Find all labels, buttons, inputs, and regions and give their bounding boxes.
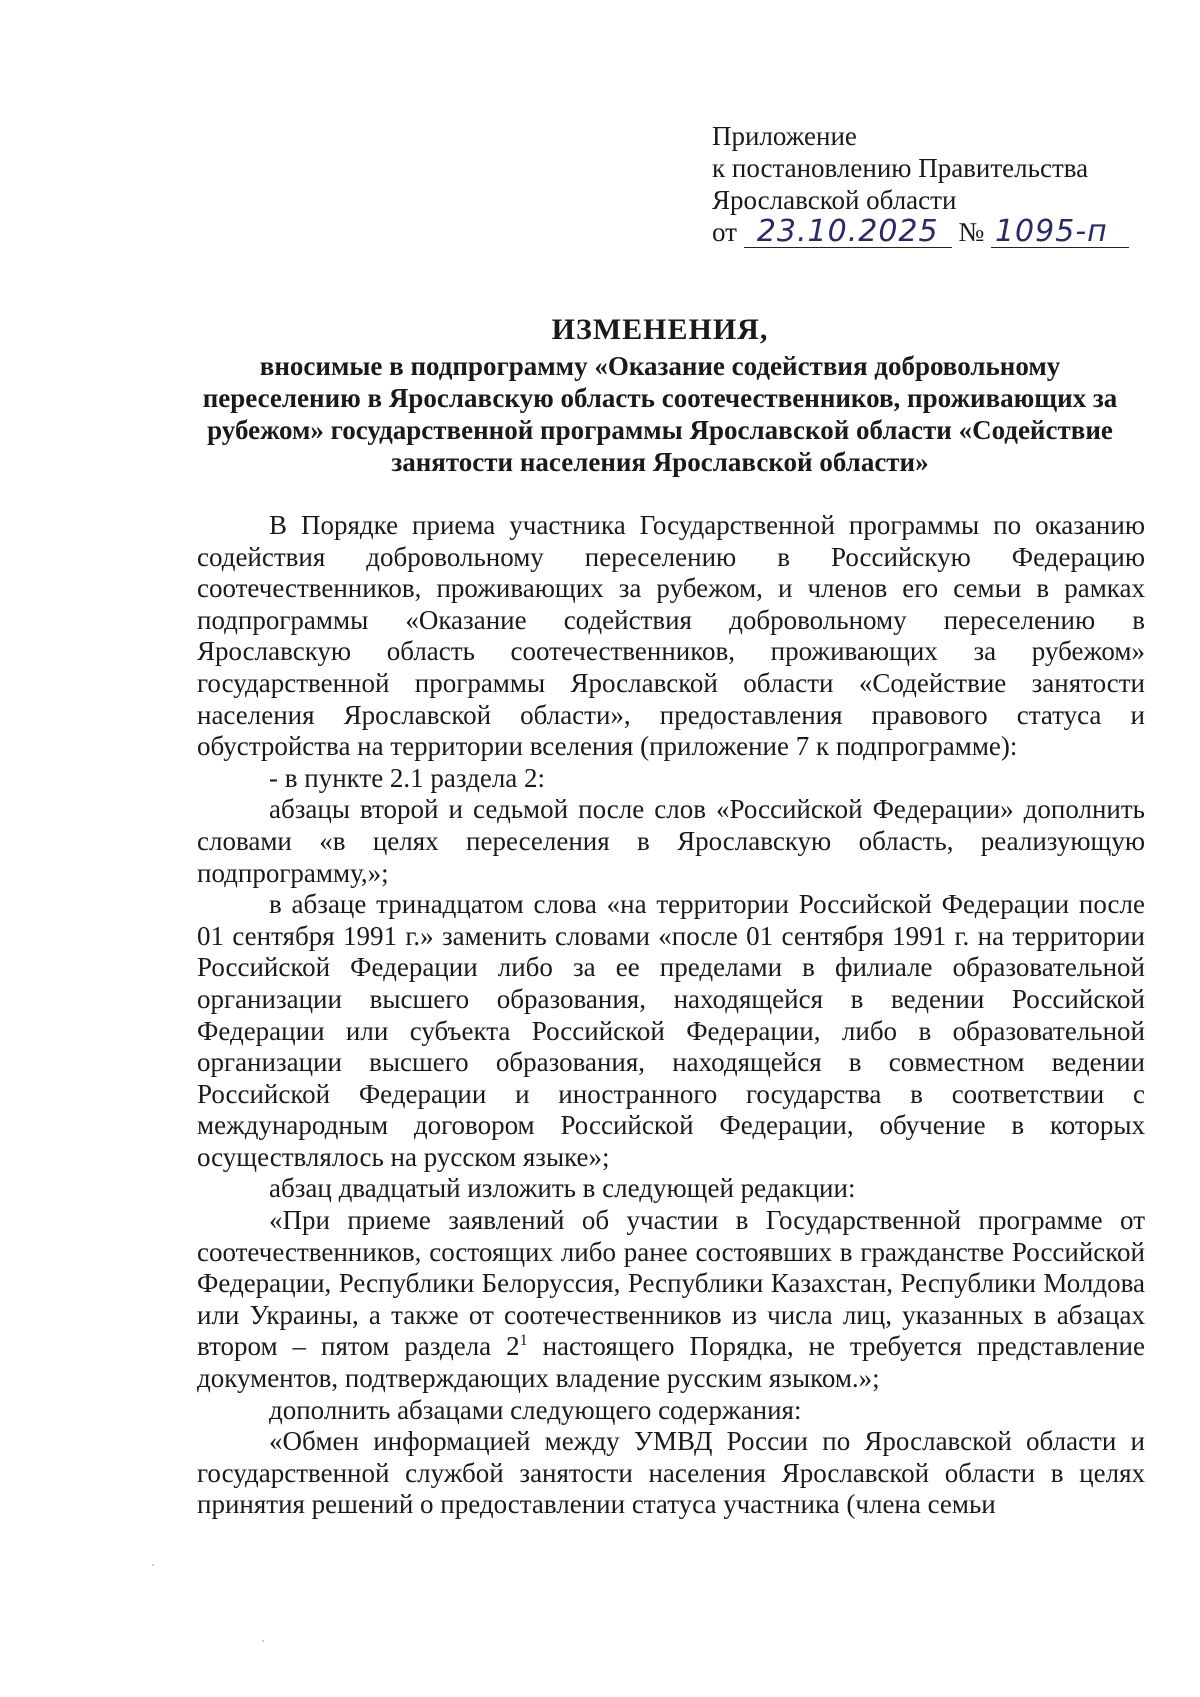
document-subtitle: вносимые в подпрограмму «Оказание содействия добровольному переселению в Ярославскую область соотечественников, проживающих за рубежом» государственной программы Ярославской области «Содействие занятости населения Ярославской области»: [202, 351, 1118, 477]
handwritten-date: 23.10.2025: [744, 217, 952, 248]
appendix-label: Приложение: [712, 121, 857, 151]
paragraph-6: [197, 1205, 1145, 1395]
paragraph-2: - в пункте 2.1 раздела 2:: [269, 762, 546, 793]
superscript-1: 1: [519, 1332, 528, 1350]
appendix-resolution-ref: к постановлению Правительства: [712, 153, 1089, 183]
appendix-header: [712, 120, 1129, 248]
handwritten-number: 1095-п: [991, 217, 1129, 248]
number-sign: №: [958, 217, 985, 247]
paragraph-3: абзацы второй и седьмой после слов «Российской Федерации» дополнить словами «в целях переселения в Ярославскую область, реализующую подпрограмму,»;: [197, 794, 1145, 888]
date-prefix: от: [712, 217, 737, 247]
appendix-region: Ярославской области: [712, 185, 957, 215]
paragraph-4: в абзаце тринадцатом слова «на территории Российской Федерации после 01 сентября 1991 г.» заменить словами «после 01 сентября 1991 г. на территории Российской Федерации либо за ее пределами в филиале образовательной организации высшего образования, находящейся в ведении Российской Федерации или субъекта Российской Федерации, либо в образовательной организации высшего образования, находящейся в совместном ведении Российской Федерации и иностранного государства в соответствии с международным договором Российской Федерации, обучение в которых осуществлялось на русском языке»;: [197, 889, 1145, 1172]
paragraph-5: абзац двадцатый изложить в следующей редакции:: [269, 1173, 856, 1204]
paragraph-6-text-end: настоящего Порядка, не требуется представление документов, подтверждающих владение русским языком.»;: [197, 1331, 1145, 1394]
appendix-date-number-line: [712, 216, 1129, 248]
document-title-block: [180, 312, 1140, 478]
paragraph-8: «Обмен информацией между УМВД России по Ярославской области и государственной службой занятости населения Ярославской области в целях принятия решений о предоставлении статуса участника (члена семьи: [197, 1426, 1145, 1520]
scan-speck: [262, 1640, 264, 1642]
document-title: ИЗМЕНЕНИЯ,: [551, 313, 769, 346]
paragraph-1: В Порядке приема участника Государственной программы по оказанию содействия добровольному переселению в Российскую Федерацию соотечественников, проживающих за рубежом, и членов его семьи в рамках подпрограммы «Оказание содействия добровольному переселению в Ярославскую область соотечественников, проживающих за рубежом» государственной программы Ярославской области «Содействие занятости населения Ярославской области», предоставления правового статуса и обустройства на территории вселения (приложение 7 к подпрограмме):: [197, 510, 1145, 762]
scan-speck: [152, 1564, 154, 1566]
paragraph-7: дополнить абзацами следующего содержания:: [269, 1394, 802, 1425]
document-body: [197, 510, 1145, 1521]
paragraph-6-text: «При приеме заявлений об участии в Государственной программе от соотечественников, состоящих либо ранее состоявших в гражданстве Российской Федерации, Республики Белоруссия, Республики Казахстан, Республики Молдова или Украины, а также от соотечественников из числа лиц, указанных в абзацах втором – пятом раздела 2: [197, 1205, 1145, 1362]
